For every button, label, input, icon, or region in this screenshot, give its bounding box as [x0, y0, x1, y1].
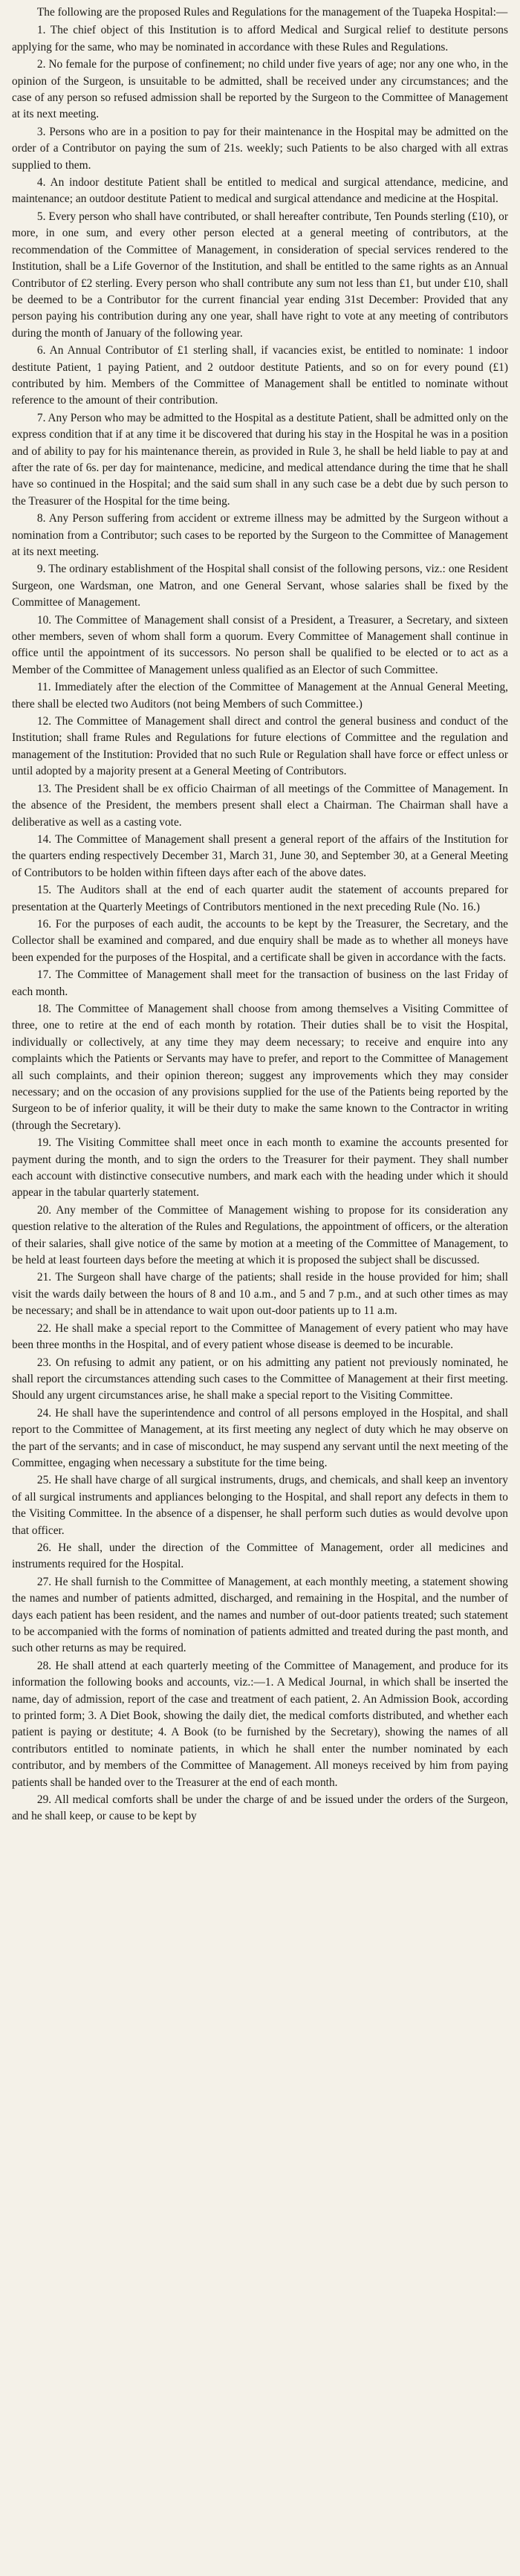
- rule-7: 7. Any Person who may be admitted to the Hospital as a destitute Patient, shall be admitted only on the express condition that if at any time it be discovered that during his stay in the Hospital he was in a position and of ability to pay for his maintenance therein, as provided in Rule 3, he shall be held liable to pay at and after the rate of 6s. per day for maintenance, medicine, and medical attendance during the time that he shall have so continued in the Hospital; and the said sum shall in any such case be a debt due by such person to the Treasurer of the Hospital for the time being.: [12, 411, 508, 508]
- rule-13: 13. The President shall be ex officio Chairman of all meetings of the Committee of Management. In the absence of the President, the members present shall elect a Chairman. The Chairman shall have a deliberative as well as a casting vote.: [12, 782, 508, 829]
- rule-8: 8. Any Person suffering from accident or extreme illness may be admitted by the Surgeon without a nomination from a Contributor; such cases to be reported by the Surgeon to the Committee of Management at its next meeting.: [12, 512, 508, 558]
- rule-11: 11. Immediately after the election of the Committee of Management at the Annual General Meeting, there shall be elected two Auditors (not being Members of such Committee.): [12, 681, 508, 711]
- rule-1: 1. The chief object of this Institution is to afford Medical and Surgical relief to destitute persons applying for the same, who may be nominated in accordance with these Rules and Regulations.: [12, 24, 508, 54]
- rule-4: 4. An indoor destitute Patient shall be entitled to medical and surgical attendance, medicine, and maintenance; an outdoor destitute Patient to medical and surgical attendance and medicine at the Hospital.: [12, 176, 508, 206]
- rule-15: 15. The Auditors shall at the end of each quarter audit the statement of accounts prepared for presentation at the Quarterly Meetings of Contributors mentioned in the next preceding Rule (No. 16.): [12, 884, 508, 913]
- rule-19: 19. The Visiting Committee shall meet once in each month to examine the accounts presented for payment during the month, and to sign the orders to the Treasurer for their payment. They shall number each account with distinctive consecutive numbers, and mark each with the heading under which it should appear in the tabular quarterly statement.: [12, 1136, 508, 1200]
- rule-14: 14. The Committee of Management shall present a general report of the affairs of the Institution for the quarters ending respectively December 31, March 31, June 30, and September 30, at a General Meeting of Contributors to be holden within fifteen days after each of the above dates.: [12, 832, 508, 879]
- rule-26: 26. He shall, under the direction of the Committee of Management, order all medicines and instruments required for the Hospital.: [12, 1541, 508, 1571]
- rule-24: 24. He shall have the superintendence and control of all persons employed in the Hospital, and shall report to the Committee of Management, at its first meeting any neglect of duty which he may observe on the part of the servants; and in case of misconduct, he may suspend any servant until the next meeting of the Committee, engaging when necessary a substitute for the time being.: [12, 1406, 508, 1469]
- rule-20: 20. Any member of the Committee of Management wishing to propose for its consideration any question relative to the alteration of the Rules and Regulations, the appointment of officers, or the alteration of their salaries, shall give notice of the same by motion at a meeting of the Committee of Management, to be held at least fourteen days before the meeting at which it is proposed the subject shall be discussed.: [12, 1203, 508, 1267]
- rule-10: 10. The Committee of Management shall consist of a President, a Treasurer, a Secretary, and sixteen other members, seven of whom shall form a quorum. Every Committee of Management shall continue in office until the appointment of its successors. No person shall be qualified to be elected or to act as a Member of the Committee of Management unless qualified as an Elector of such Committee.: [12, 613, 508, 676]
- rule-3: 3. Persons who are in a position to pay for their maintenance in the Hospital may be admitted on the order of a Contributor on paying the sum of 21s. weekly; such Patients to be also charged with all extras supplied to them.: [12, 125, 508, 172]
- rule-5: 5. Every person who shall have contributed, or shall hereafter contribute, Ten Pounds sterling (£10), or more, in one sum, and every other person elected at a general meeting of contributors, at the recommendation of the Committee of Management, in consideration of special services rendered to the Institution, shall be a Life Governor of the Institution, and shall be entitled to the same rights as an Annual Contributor of £2 sterling. Every person who shall contribute any sum not less than £1, but under £10, shall be deemed to be a Contributor for the current financial year ending 31st December: Provided that any person paying his contribution during any one year, shall have right to vote at any meeting of contributors during the month of January of the following year.: [12, 210, 508, 340]
- rule-29: 29. All medical comforts shall be under the charge of and be issued under the orders of the Surgeon, and he shall keep, or cause to be kept by: [12, 1793, 508, 1823]
- rule-16: 16. For the purposes of each audit, the accounts to be kept by the Treasurer, the Secretary, and the Collector shall be examined and compared, and due enquiry shall be made as to whether all moneys have been expended for the purposes of the Hospital, and a certificate shall be given in accordance with the facts.: [12, 917, 508, 964]
- rule-18: 18. The Committee of Management shall choose from among themselves a Visiting Committee of three, one to retire at the end of each month by rotation. Their duties shall be to visit the Hospital, individually or collectively, at any time they may deem necessary; to receive and enquire into any complaints which the Patients or Servants may have to prefer, and report to the Committee of Management all such complaints, and their opinion thereon; suggest any improvements which they may consider necessary; and on the occasion of any provisions supplied for the use of the Patients being reported by the Surgeon to be of inferior quality, it will be their duty to make the same known to the Contractor in writing (through the Secretary).: [12, 1002, 508, 1132]
- rule-2: 2. No female for the purpose of confinement; no child under five years of age; nor any one who, in the opinion of the Surgeon, is unsuitable to be admitted, shall be received under any circumstances; and the case of any person so refused admission shall be reported by the Surgeon to the Committee of Management at its next meeting.: [12, 58, 508, 121]
- intro-paragraph: The following are the proposed Rules and Regulations for the management of the Tuapeka Hospital:—: [36, 6, 508, 19]
- rule-12: 12. The Committee of Management shall direct and control the general business and conduct of the Institution; shall frame Rules and Regulations for future elections of Committee and the regulation and management of the Institution: Provided that no such Rule or Regulation shall have force or effect unless or until adopted by a majority present at a General Meeting of Contributors.: [12, 715, 508, 778]
- rule-17: 17. The Committee of Management shall meet for the transaction of business on the last Friday of each month.: [12, 968, 508, 998]
- rule-21: 21. The Surgeon shall have charge of the patients; shall reside in the house provided for him; shall visit the wards daily between the hours of 8 and 10 a.m., and 5 and 7 p.m., and at such other times as may be necessary; and shall be in attendance to wait upon out-door patients up to 11 a.m.: [12, 1271, 508, 1318]
- rule-22: 22. He shall make a special report to the Committee of Management of every patient who may have been three months in the Hospital, and of every patient whose disease is deemed to be incurable.: [12, 1321, 508, 1352]
- rule-27: 27. He shall furnish to the Committee of Management, at each monthly meeting, a statement showing the names and number of patients admitted, discharged, and remaining in the Hospital, and the number of days each patient has been resident, and the names and number of out-door patients treated; such statement to be accompanied with the forms of nomination of patients admitted and treated during the past month, and such other returns as may be required.: [12, 1575, 508, 1655]
- rule-6: 6. An Annual Contributor of £1 sterling shall, if vacancies exist, be entitled to nominate: 1 indoor destitute Patient, 1 paying Patient, and 2 outdoor destitute Patients, and so on for every pound (£1) contributed by him. Members of the Committee of Management shall be entitled to nominate without reference to the amount of their contribution.: [12, 344, 508, 407]
- rule-9: 9. The ordinary establishment of the Hospital shall consist of the following persons, viz.: one Resident Surgeon, one Wardsman, one Matron, and one General Servant, whose salaries shall be fixed by the Committee of Management.: [12, 563, 508, 609]
- rule-28: 28. He shall attend at each quarterly meeting of the Committee of Management, and produce for its information the following books and accounts, viz.:—1. A Medical Journal, in which shall be inserted the name, day of admission, report of the case and treatment of each patient, 2. An Admission Book, according to printed form; 3. A Diet Book, showing the daily diet, the medical comforts distributed, and whether each patient is paying or destitute; 4. A Book (to be furnished by the Secretary), showing the names of all contributors entitled to nominate patients, in which he shall enter the number nominated by each contributor, and by members of the Committee of Management. All moneys received by him from paying patients shall be handed over to the Treasurer at the end of each month.: [12, 1659, 508, 1789]
- rule-23: 23. On refusing to admit any patient, or on his admitting any patient not previously nominated, he shall report the circumstances attending such cases to the Committee of Management at their first meeting. Should any urgent circumstances arise, he shall make a special report to the Visiting Committee.: [12, 1356, 508, 1402]
- rule-25: 25. He shall have charge of all surgical instruments, drugs, and chemicals, and shall keep an inventory of all surgical instruments and appliances belonging to the Hospital, and shall report any defects in them to the Visiting Committee. In the absence of a dispenser, he shall perform such duties as would devolve upon that officer.: [12, 1474, 508, 1537]
